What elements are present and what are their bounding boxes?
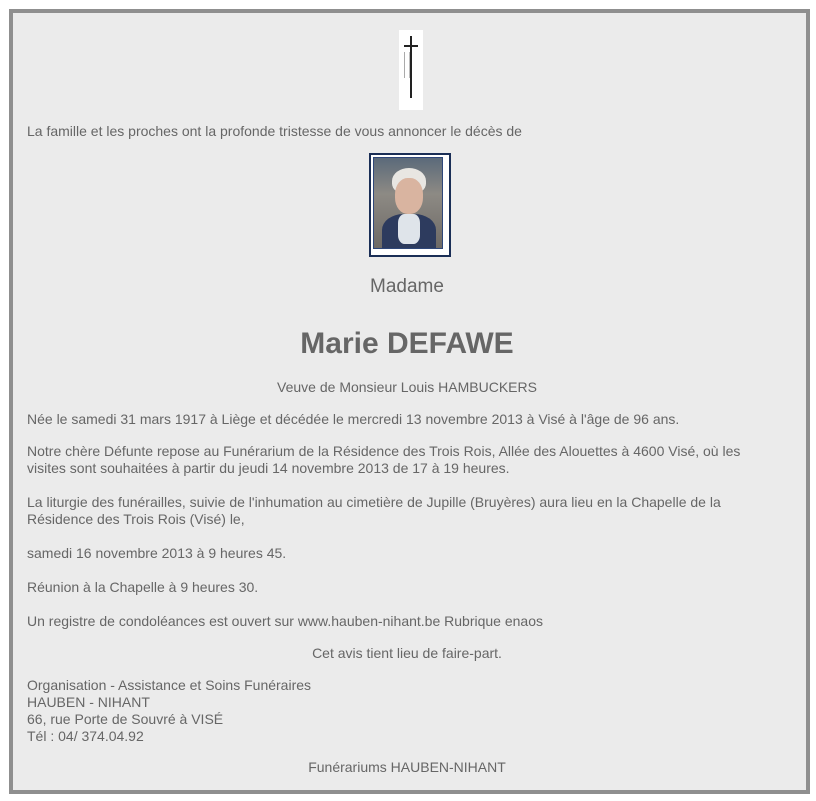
organisation-line-1: Organisation - Assistance et Soins Funéraires [27,677,312,693]
deceased-name: Marie DEFAWE [300,327,514,360]
meeting-text: Réunion à la Chapelle à 9 heures 30. [27,579,259,595]
cross-icon [399,30,423,110]
footer-signature: Funérariums HAUBEN-NIHANT [308,759,506,775]
ceremony-date: samedi 16 novembre 2013 à 9 heures 45. [27,545,287,561]
widow-line: Veuve de Monsieur Louis HAMBUCKERS [277,379,537,395]
organisation-address: 66, rue Porte de Souvré à VISÉ [27,711,224,727]
liturgy-text-line-2: Résidence des Trois Rois (Visé) le, [27,511,245,527]
faire-part-text: Cet avis tient lieu de faire-part. [312,645,502,661]
organisation-line-2: HAUBEN - NIHANT [27,694,150,710]
notice-frame [9,9,810,794]
organisation-phone: Tél : 04/ 374.04.92 [27,728,144,744]
register-text: Un registre de condoléances est ouvert sur www.hauben-nihant.be Rubrique enaos [27,613,543,629]
liturgy-text-line-1: La liturgie des funérailles, suivie de l'inhumation au cimetière de Jupille (Bruyères) aura lieu en la Chapelle de la [27,494,721,510]
honorific-title: Madame [370,276,444,297]
birth-death-text: Née le samedi 31 mars 1917 à Liège et décédée le mercredi 13 novembre 2013 à Visé à l'âge de 96 ans. [27,411,680,427]
portrait-photo [369,153,451,257]
rest-text-line-1: Notre chère Défunte repose au Funérarium de la Résidence des Trois Rois, Allée des Alouettes à 4600 Visé, où les [27,443,741,459]
rest-text-line-2: visites sont souhaitées à partir du jeudi 14 novembre 2013 de 17 à 19 heures. [27,460,510,476]
intro-text: La famille et les proches ont la profonde tristesse de vous annoncer le décès de [27,123,522,139]
